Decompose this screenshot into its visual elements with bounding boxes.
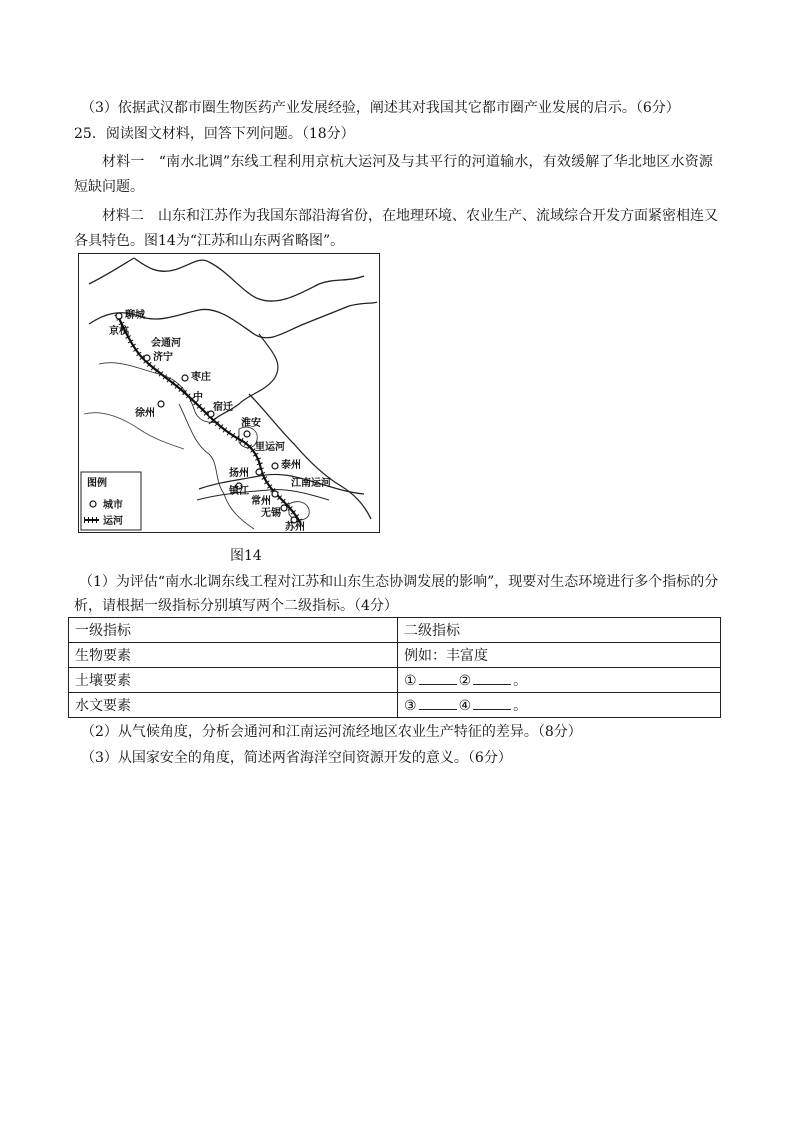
canal-label-jinghang: 京杭 (109, 326, 129, 337)
city-label-jining: 济宁 (153, 352, 173, 363)
answer-blank-3[interactable] (419, 697, 457, 710)
answer-blank-1[interactable] (419, 672, 457, 685)
canal-label-jiangnan: 江南运河 (291, 478, 331, 489)
level1-soil: 土壤要素 (69, 668, 398, 693)
material-2-line-1: 材料二 山东和江苏作为我国东部沿海省份，在地理环境、农业生产、流域综合开发方面紧密相连又 (102, 208, 718, 224)
city-label-changzhou: 常州 (251, 496, 271, 507)
city-label-suqian: 宿迁 (213, 402, 233, 413)
city-label-taizhou: 泰州 (281, 460, 301, 471)
city-label-huaian: 淮安 (241, 418, 261, 429)
city-marker-yangzhou (256, 469, 262, 475)
city-marker-xuzhou (158, 401, 164, 407)
table-row (69, 693, 721, 718)
blank-mark-4: ④ (458, 698, 472, 714)
city-label-suzhou: 苏州 (285, 522, 305, 532)
indicator-table (68, 617, 721, 718)
level2-biology-example: 例如：丰富度 (398, 643, 721, 668)
question-3: （3）从国家安全的角度，简述两省海洋空间资源开发的意义。（6分） (81, 750, 512, 766)
city-label-wuxi: 无锡 (261, 508, 281, 519)
north-coastline (89, 258, 364, 301)
city-marker-zaozhuang (182, 375, 188, 381)
province-map (78, 253, 380, 533)
legend-title: 图例 (87, 478, 107, 489)
question-2: （2）从气候角度，分析会通河和江南运河流经地区农业生产特征的差异。（8分） (81, 724, 582, 740)
legend-canal-label: 运河 (103, 516, 123, 527)
city-marker-jining (144, 355, 150, 361)
question-1-line-1: （1）为评估“南水北调东线工程对江苏和山东生态协调发展的影响”，现要对生态环境进行多个指标的分 (79, 574, 719, 590)
table-row (69, 668, 721, 693)
city-marker-taizhou (272, 463, 278, 469)
canal-label-zhong: 中 (193, 392, 203, 403)
level1-hydrology: 水文要素 (69, 693, 398, 718)
city-marker-liaocheng (116, 313, 122, 319)
city-label-liaocheng: 聊城 (125, 310, 145, 321)
canal-label-li: 里运河 (255, 442, 285, 453)
legend-city-icon (90, 501, 96, 507)
level2-soil-blanks (398, 668, 721, 693)
material-1-line-1: 材料一 “南水北调”东线工程利用京杭大运河及与其平行的河道输水，有效缓解了华北地区水资源 (102, 154, 714, 170)
city-marker-changzhou (272, 491, 278, 497)
city-marker-wuxi (281, 505, 287, 511)
table-header-level1: 一级指标 (69, 618, 398, 643)
question-1-line-2: 析，请根据一级指标分别填写两个二级指标。（4分） (74, 598, 398, 614)
level2-hydrology-blanks (398, 693, 721, 718)
river-west (84, 413, 184, 449)
table-header-row (69, 618, 721, 643)
city-marker-huaian (244, 431, 250, 437)
prev-question-3: （3）依据武汉都市圈生物医药产业发展经验，阐述其对我国其它都市圈产业发展的启示。（6分） (81, 100, 680, 116)
answer-blank-2[interactable] (473, 672, 511, 685)
blank-mark-3: ③ (404, 698, 417, 714)
question-25-title: 25．阅读图文材料，回答下列问题。（18分） (74, 126, 355, 142)
canal-label-huitong: 会通河 (151, 338, 181, 349)
material-1-line-2: 短缺问题。 (74, 179, 144, 195)
city-label-yangzhou: 扬州 (229, 468, 249, 479)
material-2-line-2: 各具特色。图14为“江苏和山东两省略图”。 (74, 233, 345, 249)
legend-city-label: 城市 (103, 500, 123, 511)
figure-caption: 图14 (230, 548, 262, 564)
blank-end-1: 。 (513, 673, 528, 689)
blank-mark-1: ① (404, 673, 417, 689)
answer-blank-4[interactable] (473, 697, 511, 710)
blank-end-2: 。 (513, 698, 528, 714)
level1-biology: 生物要素 (69, 643, 398, 668)
city-label-xuzhou: 徐州 (135, 408, 155, 419)
blank-mark-2: ② (458, 673, 472, 689)
map-drawing (79, 254, 379, 532)
table-header-level2: 二级指标 (398, 618, 721, 643)
table-row (69, 643, 721, 668)
city-label-zaozhuang: 枣庄 (191, 372, 211, 383)
city-label-zhenjiang: 镇江 (229, 486, 249, 497)
